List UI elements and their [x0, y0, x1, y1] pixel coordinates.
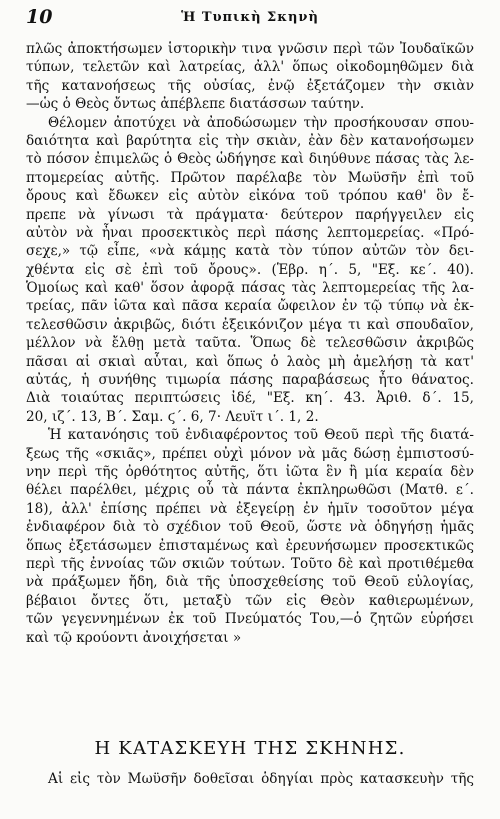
- text-line: σεχε,» τῷ εἶπε, «νὰ κάμῃς κατὰ τὸν τύπον αὐτῶν τὸν δει-: [26, 243, 474, 260]
- text-line: αὐτάς, ἡ συνήθης τιμωρία πάσης παραβάσεως ἦτο θάνατος.: [26, 372, 474, 389]
- text-line: δαιότητα καὶ βαρύτητα εἰς τὴν σκιὰν, ἐὰν δὲν κατανοήσωμεν: [26, 132, 474, 149]
- section-first-line: Αἱ εἰς τὸν Μωϋσῆν δοθεῖσαι ὁδηγίαι πρὸς κατασκευὴν τῆς: [48, 771, 474, 787]
- text-line: καὶ τῷ κρούοντι ἀνοιχήσεται »: [26, 629, 242, 646]
- text-line: τύπων, τελετῶν καὶ λατρείας, ἀλλ' ὅπως οἰκοδομηθῶμεν διὰ: [26, 59, 474, 76]
- body-text: [26, 40, 474, 647]
- text-line: νὰ πράξωμεν ἤδη, διὰ τῆς ὑποσχεθείσης τοῦ Θεοῦ εὐλογίας,: [26, 574, 474, 591]
- text-line: πᾶσαι αἱ σκιαὶ αὗται, καὶ ὅπως ὁ λαὸς μὴ ἀμελήσῃ τὰ κατ': [26, 353, 474, 370]
- text-line: νην περὶ τῆς ὀρθότητος αὐτῆς, ὅτι ἰῶτα ἓν ἢ μία κεραία δὲν: [26, 463, 474, 480]
- text-line: τὸ πόσον ἐπιμελῶς ὁ Θεὸς ὡδήγησε καὶ διηύθυνε πάσας τὰς λε-: [26, 151, 474, 168]
- section-heading: Η ΚΑΤΑΣΚΕΥΗ ΤΗΣ ΣΚΗΝΗΣ.: [94, 738, 406, 759]
- text-line: ξεως τῆς «σκιᾶς», πρέπει οὐχὶ μόνον νὰ μᾶς δώσῃ ἐμπιστοσύ-: [26, 445, 474, 462]
- text-line: τρείας, πᾶν ἰῶτα καὶ πᾶσα κεραία ὤφειλον ἐν τῷ τύπῳ νὰ ἐκ-: [26, 298, 474, 315]
- text-line: Ὁμοίως καὶ καθ' ὅσον ἀφορᾷ πάσας τὰς λεπτομερείας τῆς λα-: [26, 280, 474, 297]
- text-line: πλῶς ἀποκτήσωμεν ἱστορικὴν τινα γνῶσιν περὶ τῶν Ἰουδαϊκῶν: [26, 41, 474, 57]
- page-number: 10: [26, 6, 53, 28]
- text-line: τῆς κατανοήσεως τῆς οὐσίας, ἐνῷ ἐξετάζομεν τὴν σκιὰν: [26, 77, 474, 94]
- text-line: βέβαιοι ὄντες ὅτι, μεταξὺ τῶν εἰς Θεὸν καθιερωμένων,: [26, 592, 474, 609]
- text-line: πτομερείας αὐτῆς. Πρῶτον παρέλαβε τὸν Μωϋσῆν ἐπὶ τοῦ: [26, 169, 474, 186]
- text-line: πρεπε νὰ γίνωσι τὰ πράγματα· δεύτερον παρήγγειλεν εἰς: [26, 206, 474, 223]
- text-line: ὅπως ἐξετάσωμεν ἐπισταμένως καὶ ἐρευνήσωμεν προσεκτικῶς: [26, 537, 474, 554]
- text-line: 20, ιζ΄. 13, Β΄. Σαμ. ϛ΄. 6, 7· Λευϊτ ι΄. 1, 2.: [26, 408, 319, 425]
- text-line: Ἡ κατανόησις τοῦ ἐνδιαφέροντος τοῦ Θεοῦ περὶ τῆς διατά-: [48, 427, 474, 444]
- text-line: χθέντα εἰς σὲ ἐπὶ τοῦ ὄρους». (Ἑβρ. η΄. 5, "Εξ. κε΄. 40).: [26, 261, 474, 278]
- text-line: περὶ τῆς ἐννοίας τῶν σκιῶν τούτων. Τοῦτο δὲ καὶ προτιθέμεθα: [26, 555, 474, 572]
- text-line: Θέλομεν ἀποτύχει νὰ ἀποδώσωμεν τὴν προσήκουσαν σπου-: [48, 114, 474, 131]
- text-line: —ὡς ὁ Θεὸς ὄντως ἀπέβλεπε διατάσσων ταύτην.: [26, 96, 365, 113]
- text-line: τελεσθῶσιν ἀκριβῶς, διότι ἐξεικόνιζον μέγα τι καὶ σπουδαῖον,: [26, 316, 474, 333]
- running-head: [26, 6, 474, 36]
- text-line: ὄρους καὶ ἔδωκεν εἰς αὐτὸν εἰκόνα τοῦ τρόπου καθ' ὃν ἔ-: [26, 188, 474, 205]
- text-line: 18), ἀλλ' ἐπίσης πρέπει νὰ ἐξεγείρῃ ἐν ἡμῖν τοσοῦτον μέγα: [26, 500, 474, 517]
- text-line: Διὰ τοιαύτας περιπτώσεις ἰδέ, "Εξ. κη΄. 43. Ἀριθ. δ΄. 15,: [26, 390, 474, 407]
- text-line: αὐτὸν νὰ ἦναι προσεκτικὸς περὶ πάσης λεπτομερείας. «Πρό-: [26, 224, 474, 241]
- text-line: θέλει παρέλθει, μέχρις οὗ τὰ πάντα ἐκπληρωθῶσι (Ματθ. ε΄.: [26, 482, 474, 499]
- text-line: τῶν γεγεννημένων ἐκ τοῦ Πνεύματός Του,—ὁ ζητῶν εὑρήσει: [26, 611, 474, 628]
- text-line: ἐνδιαφέρον διὰ τὸ σχέδιον τοῦ Θεοῦ, ὥστε νὰ ὁδηγήσῃ ἡμᾶς: [26, 519, 474, 536]
- text-line: μέλλον νὰ ἔλθῃ μετὰ ταῦτα. Ὅπως δὲ τελεσθῶσιν ἀκριβῶς: [26, 335, 474, 352]
- running-title: Ἡ Τυπικὴ Σκηνὴ: [181, 10, 319, 25]
